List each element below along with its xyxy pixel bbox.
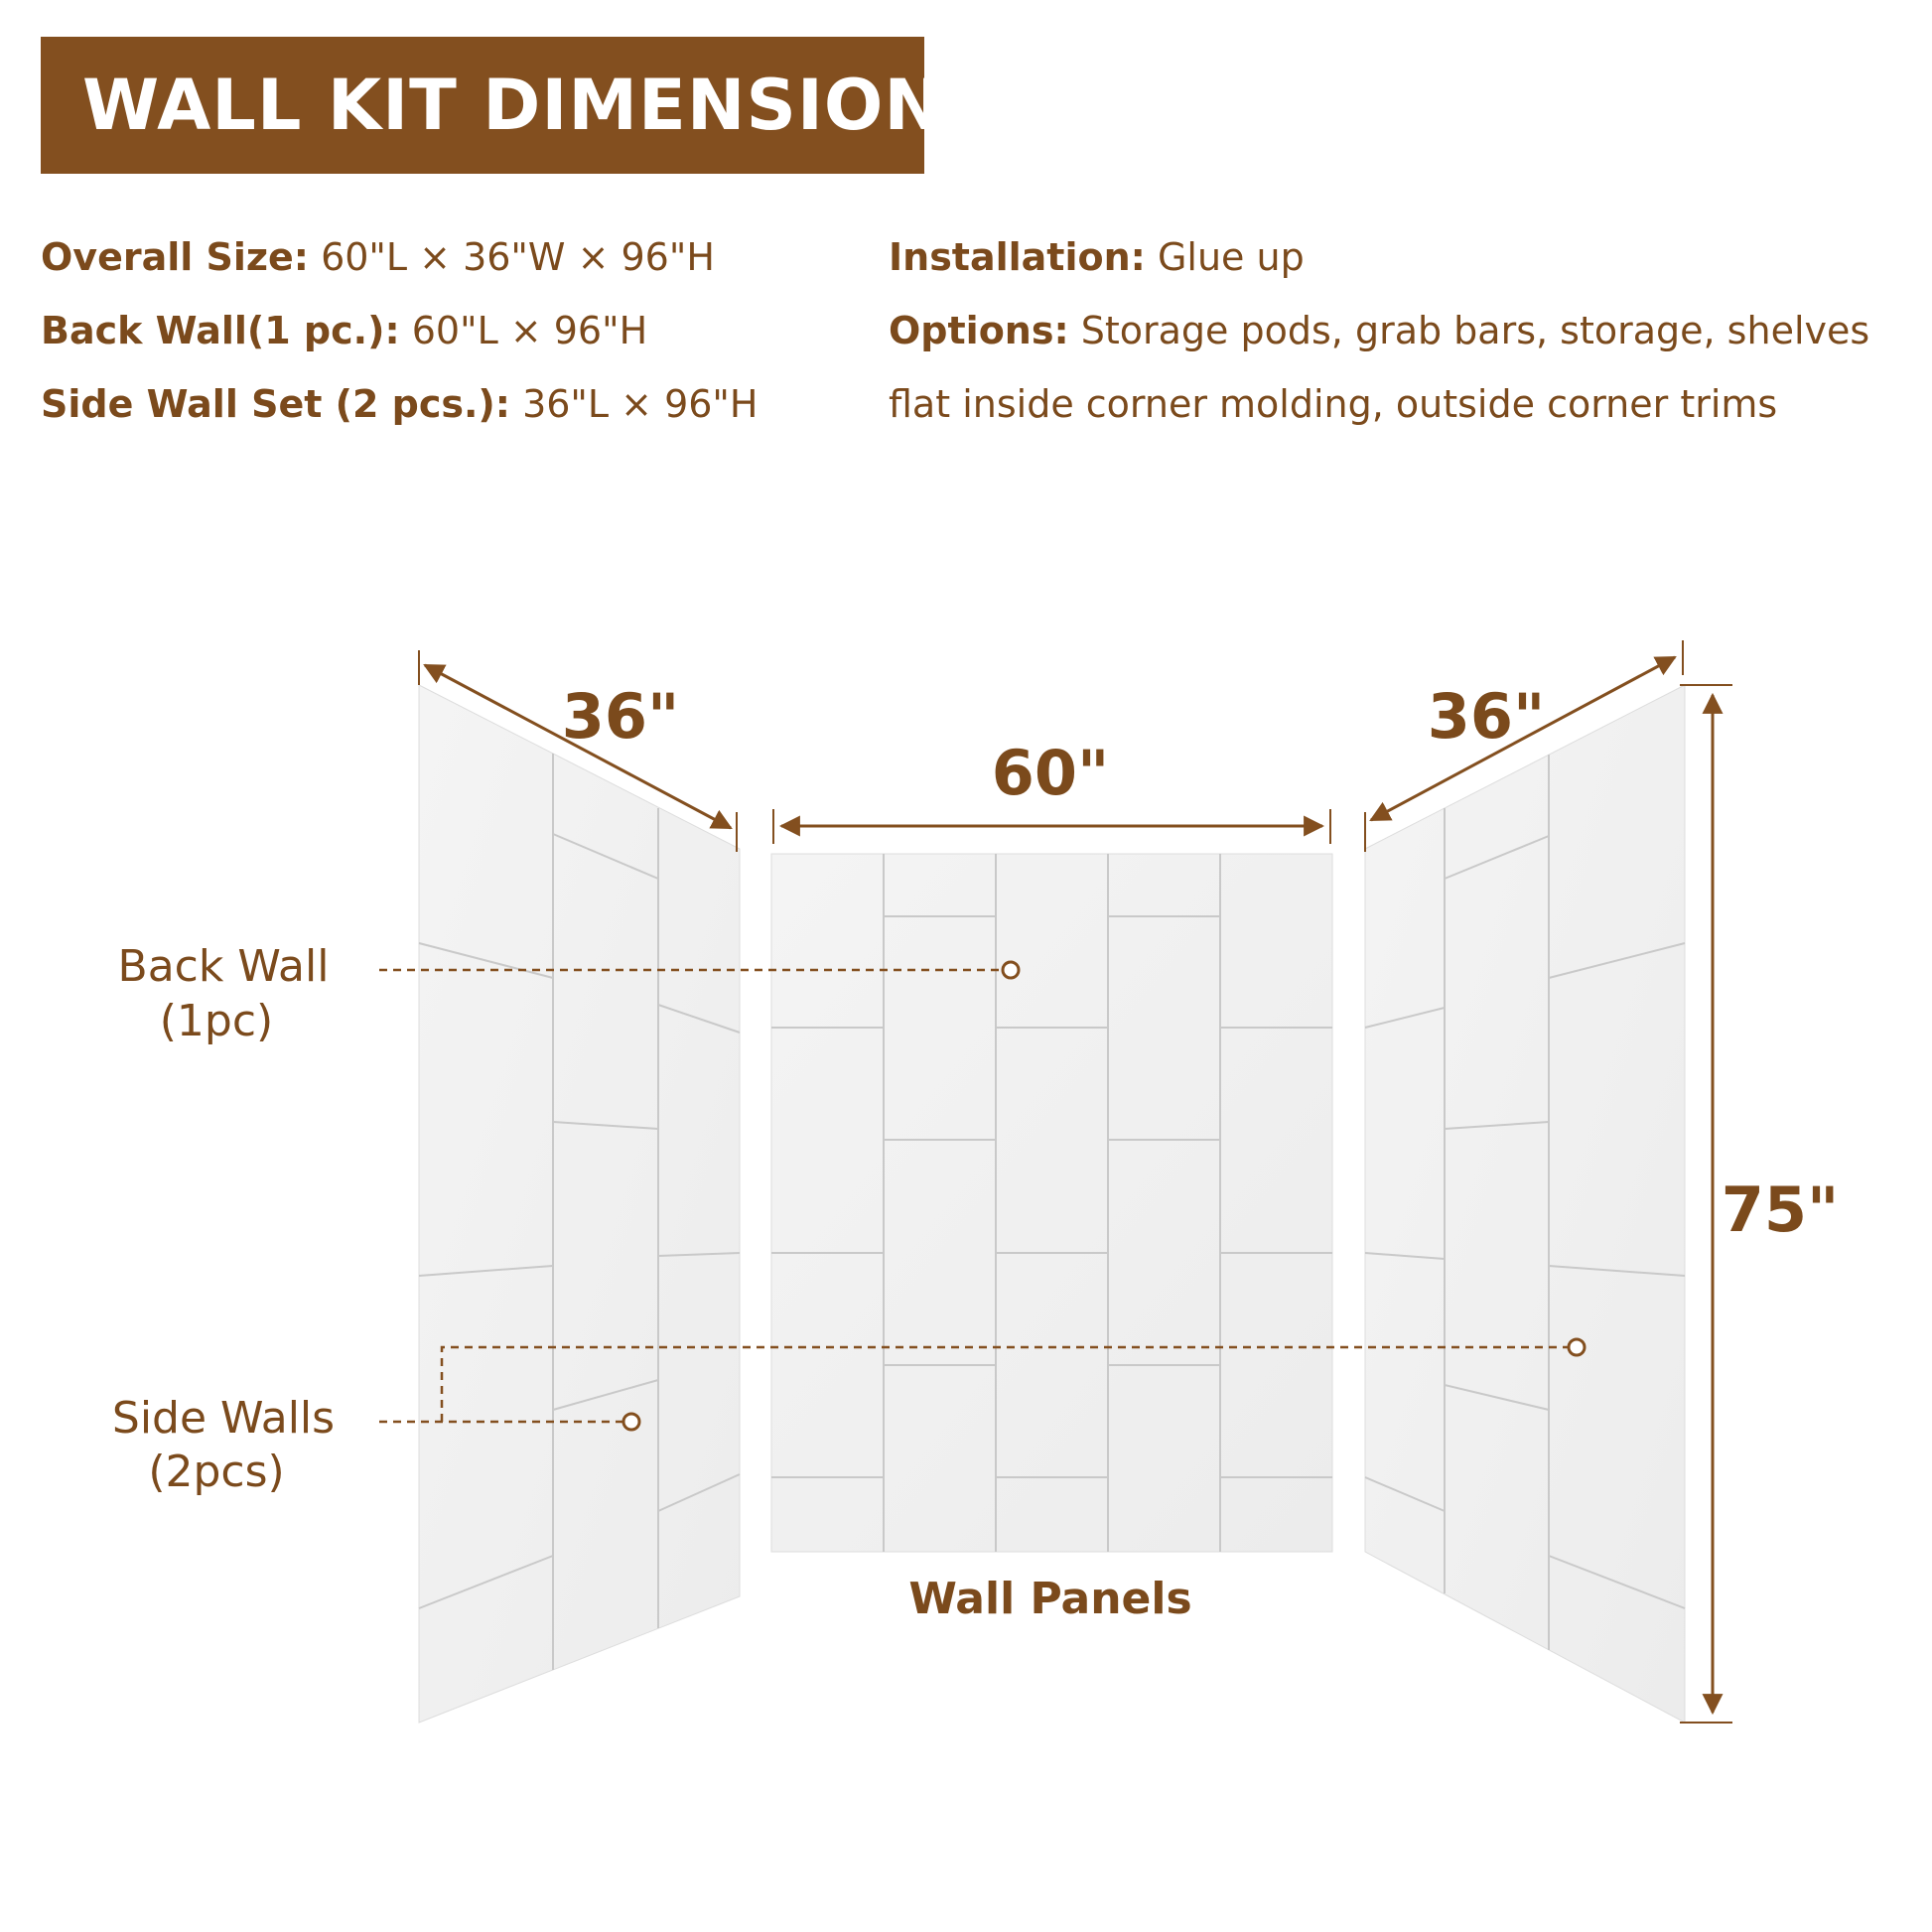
back-wall	[771, 854, 1332, 1552]
spec-side-label: Side Wall Set (2 pcs.):	[41, 382, 510, 426]
callout-back-line1: Back Wall	[117, 941, 330, 992]
dimension-back-width	[773, 737, 1330, 844]
right-side-wall	[1365, 685, 1685, 1723]
spec-back-value: 60"L × 96"H	[399, 309, 648, 352]
dimension-right-label: 36"	[1427, 680, 1546, 753]
spec-install-value: Glue up	[1145, 235, 1305, 279]
callout-side-line2: (2pcs)	[148, 1447, 285, 1497]
callout-back-line2: (1pc)	[159, 996, 274, 1046]
diagram-caption: Wall Panels	[908, 1574, 1192, 1624]
dimension-height	[1680, 685, 1839, 1723]
dimension-height-label: 75"	[1721, 1173, 1840, 1246]
dimension-center-label: 60"	[991, 737, 1110, 809]
dimension-left-label: 36"	[561, 680, 680, 753]
spec-options-line2: flat inside corner molding, outside corner trims	[889, 382, 1778, 426]
spec-back-label: Back Wall(1 pc.):	[41, 309, 400, 352]
left-side-wall	[419, 685, 740, 1723]
spec-side-value: 36"L × 96"H	[510, 382, 759, 426]
page-title: WALL KIT DIMENSIONS	[82, 65, 995, 146]
spec-options-value: Storage pods, grab bars, storage, shelves	[1068, 309, 1870, 352]
spec-overall-value: 60"L × 36"W × 96"H	[309, 235, 715, 279]
spec-install-label: Installation:	[889, 235, 1146, 279]
spec-overall-label: Overall Size:	[41, 235, 309, 279]
spec-options-label: Options:	[889, 309, 1069, 352]
callout-side-line1: Side Walls	[111, 1393, 336, 1444]
